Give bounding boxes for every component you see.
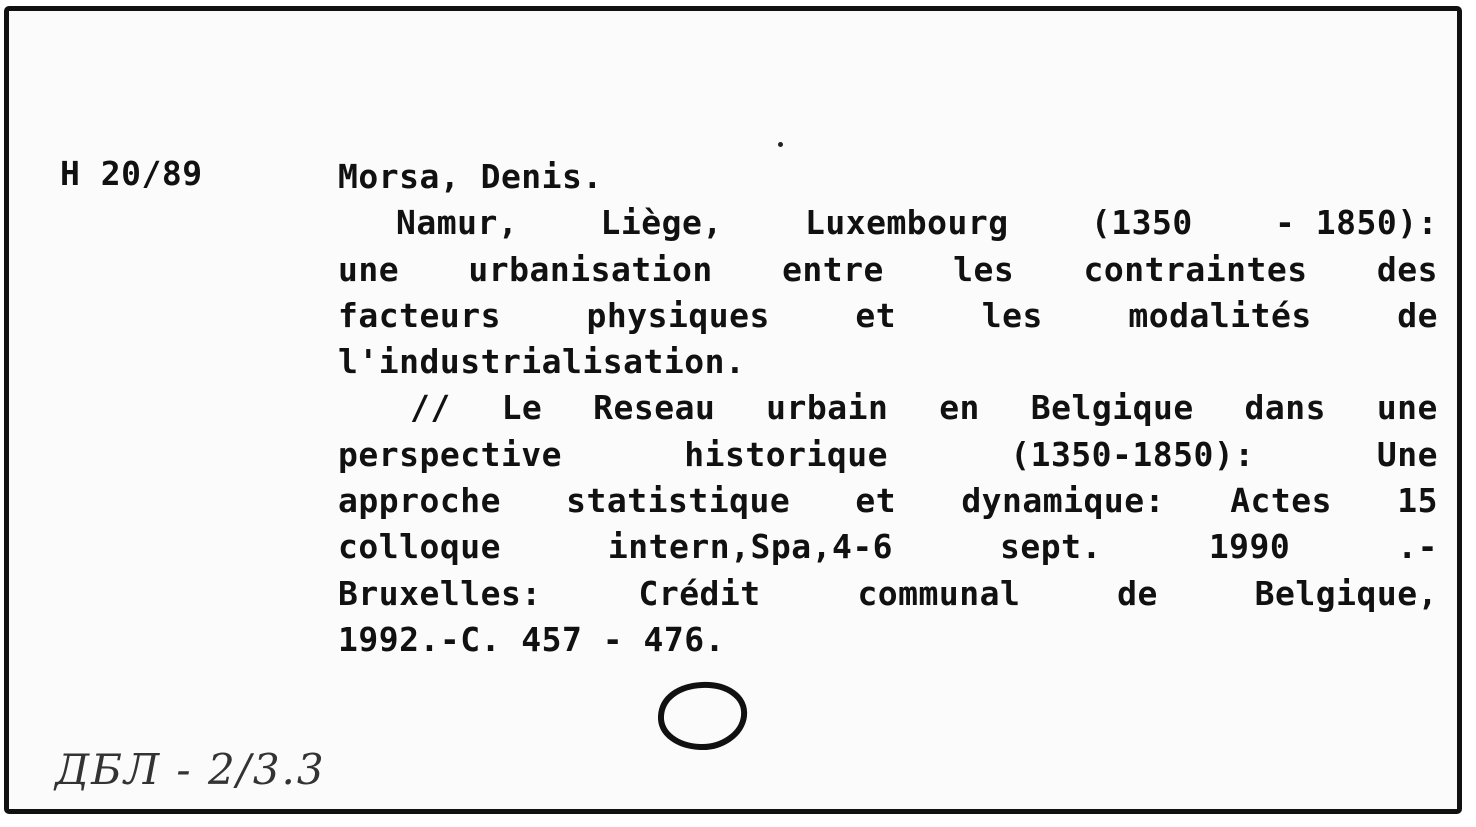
card-word: intern,Spa,4-6 [607,527,894,567]
card-word: historique [684,434,888,474]
series-line-3 [338,478,1438,524]
card-word: et [855,481,897,521]
title-line-4 [338,339,1438,385]
card-word: contraintes [1083,249,1308,289]
card-word: physiques [586,295,770,335]
imprint-line [338,571,1438,617]
series-line-1 [338,385,1438,431]
pages-line [338,617,1438,663]
card-word: - 1850): [1275,203,1438,243]
card-word: les [953,249,1015,289]
card-word: Actes [1230,481,1333,521]
card-word: Belgique, [1254,573,1438,613]
card-word: colloque [338,527,501,567]
card-word: (1350 [1090,203,1193,243]
title-line-2 [338,247,1438,293]
card-word: dynamique: [961,481,1165,521]
bibliographic-entry [338,154,1438,663]
title-line-1 [338,200,1438,246]
card-word: dans [1244,388,1326,428]
card-word: (1350-1850): [1010,434,1255,474]
series-line-2 [338,432,1438,478]
card-word: Crédit [638,573,761,613]
card-word: statistique [566,481,791,521]
card-word: les [981,295,1043,335]
card-word: Liège, [600,203,723,243]
card-word: Luxembourg [804,203,1009,243]
card-word: Belgique [1030,388,1194,428]
card-word: urbanisation [468,249,713,289]
title-line-3 [338,293,1438,339]
card-word: facteurs [338,295,501,335]
card-word: 1990 [1208,527,1291,567]
card-word: Bruxelles: [338,573,542,613]
card-word: 15 [1397,481,1438,521]
card-word: perspective [338,434,563,474]
card-word: sept. [1000,527,1102,567]
card-word: Reseau [593,388,716,428]
card-word: entre [782,249,884,289]
card-word: modalités [1128,295,1312,335]
card-word: une [338,249,400,289]
card-word: de [1117,573,1158,613]
card-word: Le [501,388,543,428]
card-word: Une [1376,434,1438,474]
card-word: l'industrialisation. [338,342,746,382]
series-line-4 [338,524,1438,570]
card-word: de [1397,295,1438,335]
ink-speck [778,142,783,147]
card-word: // [410,388,451,428]
author-line: Morsa, Denis. [338,157,603,196]
card-word: des [1376,249,1438,289]
card-word: et [855,295,897,335]
card-word: en [939,388,980,428]
card-word: 1992.-C. 457 - 476. [338,619,725,659]
card-word: Namur, [396,203,519,243]
card-word: communal [857,573,1021,613]
card-word: une [1376,388,1438,428]
card-word: urbain [766,388,889,428]
call-number: H 20/89 [60,154,203,193]
punch-hole-icon [656,680,748,752]
card-word: approche [338,481,501,521]
handwritten-shelf-code: ДБЛ - 2/3.3 [55,745,326,794]
card-word: .- [1397,527,1438,567]
